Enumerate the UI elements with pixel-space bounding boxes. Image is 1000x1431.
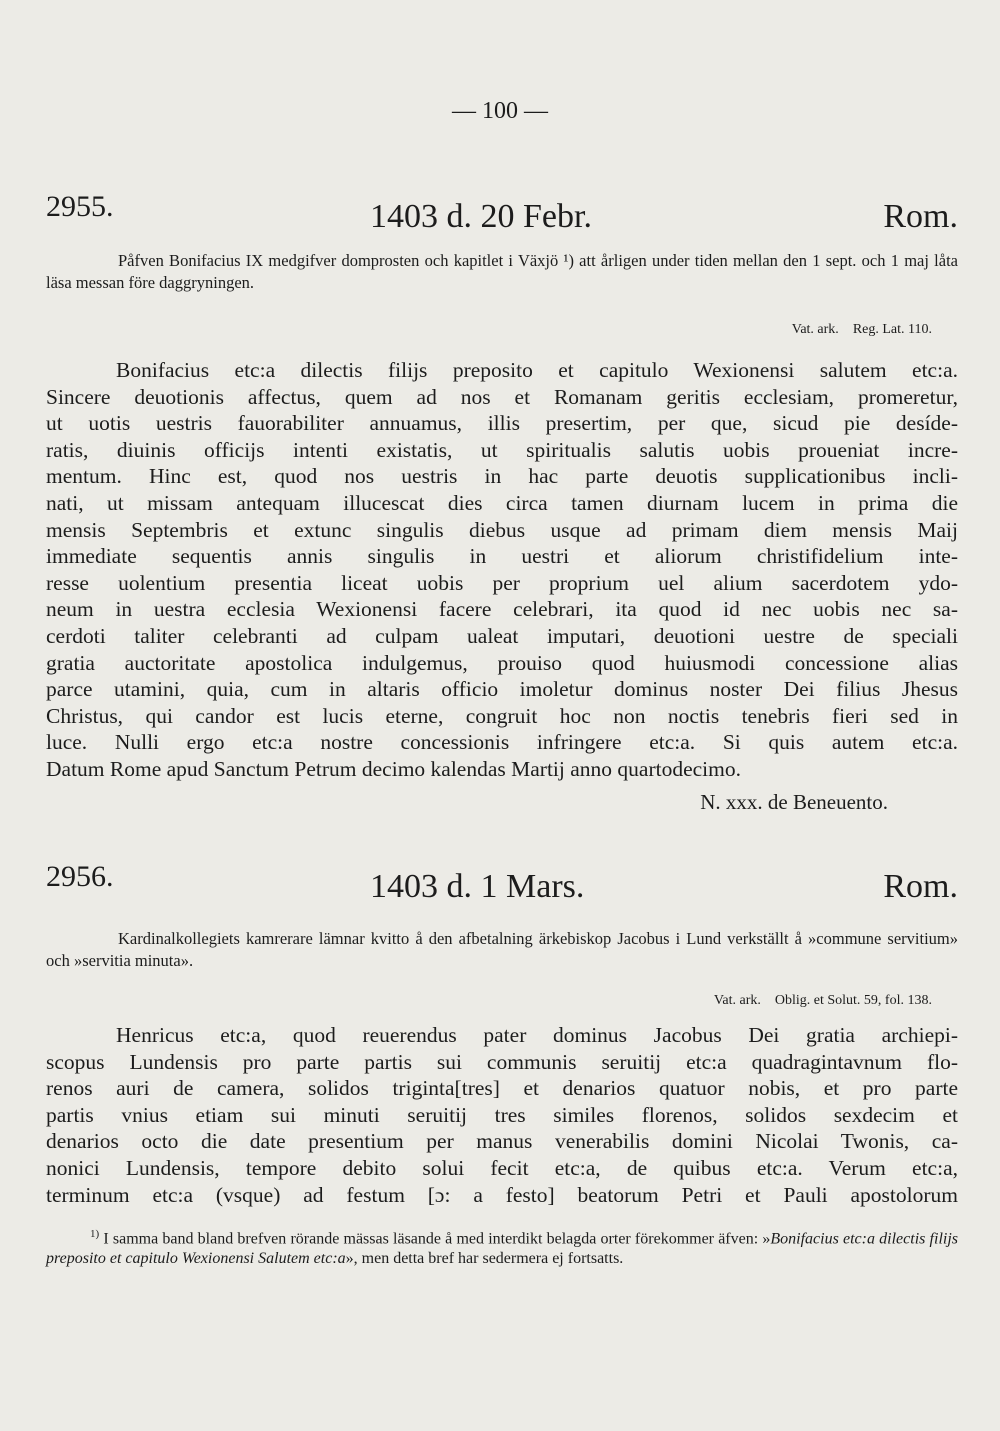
body-line: mensis Septembris et extunc singulis diebus usque ad primam diem mensis Maij: [46, 517, 958, 542]
body-line: renos auri de camera, solidos triginta[tres] et denarios quatuor nobis, et pro parte: [46, 1076, 958, 1101]
entry-source: [792, 322, 932, 338]
footnote-quote: Bonifacius etc:a dilectis filijs preposito et capitulo Wexionensi Salutem etc:a: [46, 1230, 958, 1268]
body-line: ratis, diuinis officijs intenti existatis, ut spiritualis salutis uobis proueniat incre-: [46, 437, 958, 462]
footnote-text: I samma band bland brefven rörande mässas läsande å med interdikt belagda orter förekommer äfven: »: [103, 1230, 771, 1248]
entry-date: 1403 d. 20 Febr.: [370, 198, 592, 235]
entry-source: [714, 993, 932, 1009]
entry-body: [46, 357, 958, 783]
body-line: immediate sequentis annis singulis in uestri et aliorum christifidelium inte-: [46, 544, 958, 569]
body-line: Christus, qui candor est lucis eterne, congruit hoc non noctis tenebris fieri sed in: [46, 703, 958, 728]
body-line: resse uolentium presentia liceat uobis per proprium uel alium sacerdotem ydo-: [46, 570, 958, 595]
source-archive: Vat. ark.: [791, 322, 839, 337]
footnote-text-end: », men detta bref har sedermera ej fortsatts.: [345, 1250, 624, 1268]
body-line: parce utamini, quia, cum in altaris officio imoletur dominus noster Dei filius Jhesus: [46, 677, 958, 702]
entry-place: Rom.: [883, 868, 958, 905]
entry-summary: Påfven Bonifacius IX medgifver domprosten och kapitlet i Växjö ¹) att årligen under tiden mellan den 1 sept. och 1 maj låta läsa messan före daggryningen.: [46, 251, 958, 292]
entry-place: Rom.: [883, 198, 958, 235]
body-line: terminum etc:a (vsque) ad festum [ɔ: a festo] beatorum Petri et Pauli apostolorum: [46, 1182, 958, 1207]
body-line: luce. Nulli ergo etc:a nostre concessionis infringere etc:a. Si quis autem etc:a.: [46, 730, 958, 755]
entry-header: [46, 860, 958, 910]
source-reference: Reg. Lat. 110.: [852, 322, 932, 337]
page-number: — 100 —: [452, 98, 548, 124]
body-line: scopus Lundensis pro parte partis sui communis seruitij etc:a quadragintavnum flo-: [46, 1049, 958, 1074]
footnote: [46, 1224, 958, 1269]
entry-number: 2955.: [46, 190, 114, 223]
body-line: neum in uestra ecclesia Wexionensi facere celebrari, ita quod id nec uobis nec sa-: [46, 597, 958, 622]
body-line: Henricus etc:a, quod reuerendus pater dominus Jacobus Dei gratia archiepi-: [116, 1023, 958, 1047]
entry-summary: Kardinalkollegiets kamrerare lämnar kvitto å den afbetalning ärkebiskop Jacobus i Lund verkställt å »commune servitium» och »servitia minuta».: [46, 929, 958, 970]
source-reference: Oblig. et Solut. 59, fol. 138.: [774, 993, 932, 1008]
body-line: Datum Rome apud Sanctum Petrum decimo kalendas Martij anno quartodecimo.: [46, 756, 742, 781]
body-line: cerdoti taliter celebranti ad culpam ualeat imputari, deuotioni uestre de speciali: [46, 623, 958, 648]
entry-body: [46, 1022, 958, 1208]
body-line: partis vnius etiam sui minuti seruitij tres similes florenos, solidos sexdecim et: [46, 1102, 958, 1127]
entry-signature: N. xxx. de Beneuento.: [700, 790, 888, 814]
body-line: mentum. Hinc est, quod nos uestris in hac parte deuotis supplicationibus incli-: [46, 464, 958, 489]
body-line: gratia auctoritate apostolica indulgemus, prouiso quod huiusmodi concessione alias: [46, 650, 958, 675]
entry-number: 2956.: [46, 860, 114, 893]
body-line: nonici Lundensis, tempore debito solui fecit etc:a, de quibus etc:a. Verum etc:a,: [46, 1155, 958, 1180]
body-line: Sincere deuotionis affectus, quem ad nos et Romanam geritis ecclesiam, promeretur,: [46, 384, 958, 409]
entry-date: 1403 d. 1 Mars.: [370, 868, 585, 905]
body-line: Bonifacius etc:a dilectis filijs preposito et capitulo Wexionensi salutem etc:a.: [116, 358, 958, 382]
body-line: ut uotis uestris fauorabiliter annuamus, illis presertim, per que, sicud pie desíde-: [46, 411, 958, 436]
body-line: denarios octo die date presentium per manus venerabilis domini Nicolai Twonis, ca-: [46, 1129, 958, 1154]
source-archive: Vat. ark.: [713, 993, 761, 1008]
entry-header: [46, 190, 958, 240]
footnote-mark: 1): [90, 1228, 100, 1240]
body-line: nati, ut missam antequam illucescat dies circa tamen diurnam lucem in prima die: [46, 490, 958, 515]
